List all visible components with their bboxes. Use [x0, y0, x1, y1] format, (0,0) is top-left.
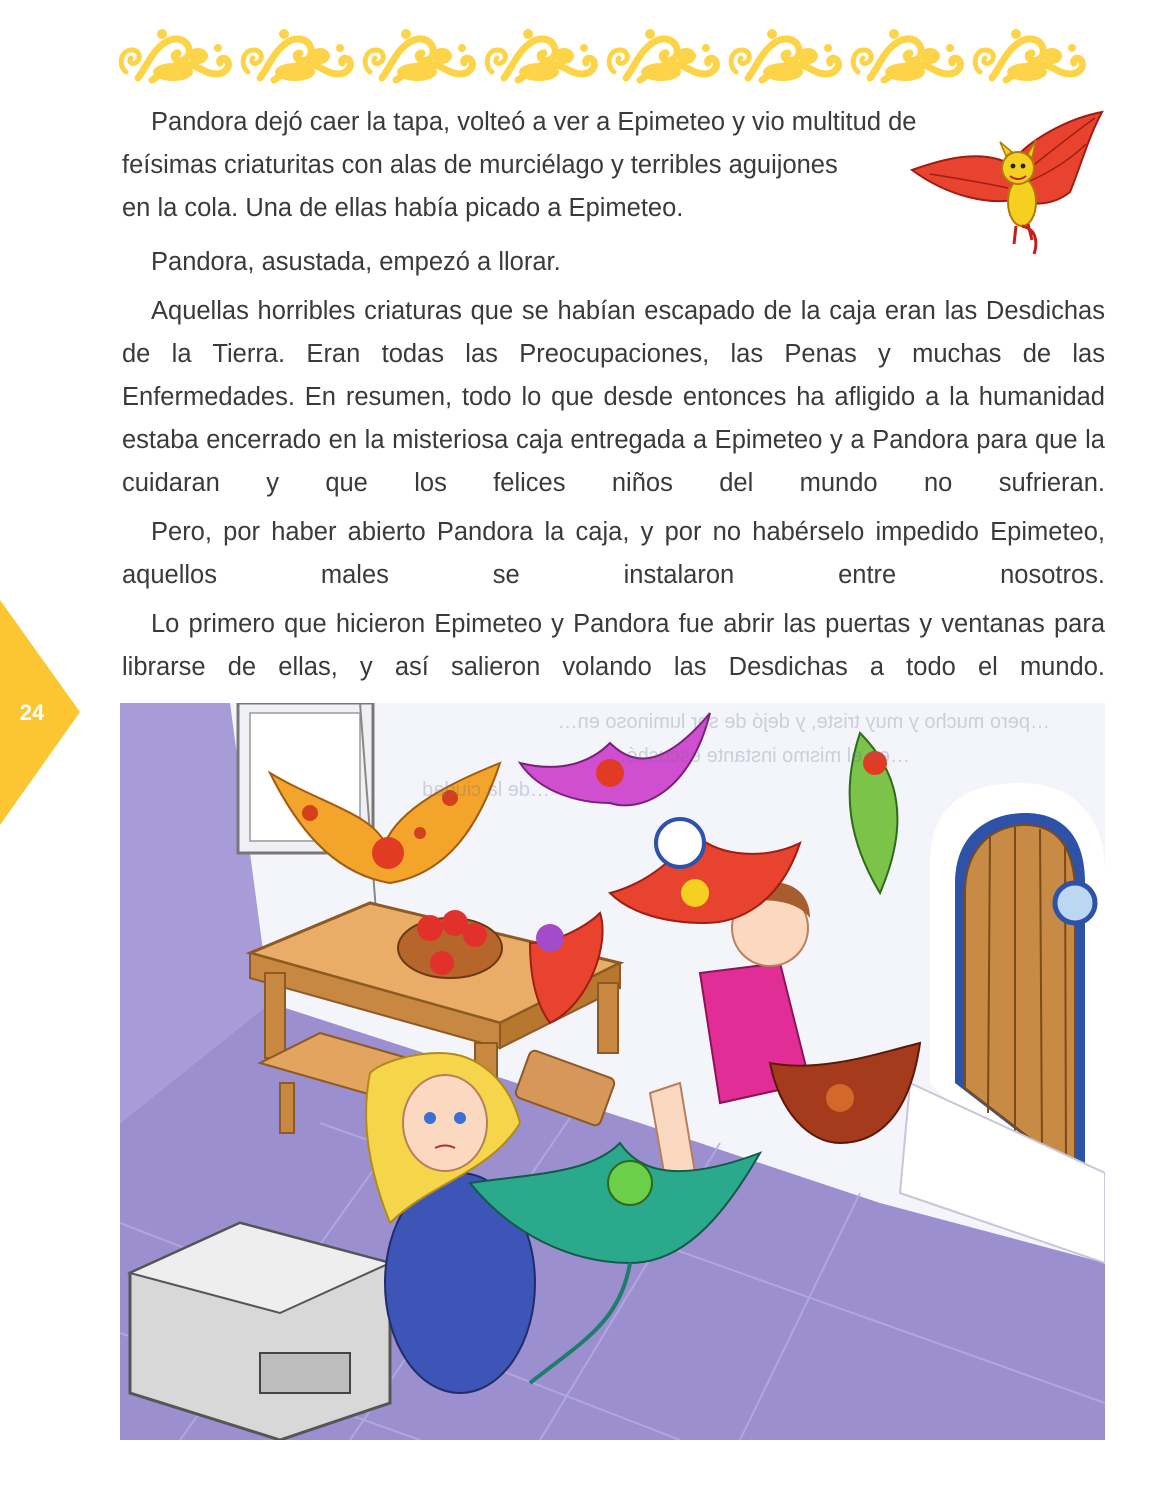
scene-illustration: [120, 703, 1105, 1440]
paragraph-puertas: Lo primero que hicieron Epimeteo y Pandora fue abrir las puertas y ventanas para librarse de ellas, y así salieron volando las Desdichas a todo el mundo.: [122, 610, 1105, 681]
show-through-line-3: …de la ciudad: [422, 779, 550, 801]
body-text: [122, 241, 1105, 689]
intro-line-3: en la cola. Una de ellas había picado a Epimeteo.: [122, 194, 684, 222]
paragraph-desdichas: Aquellas horribles criaturas que se habían escapado de la caja eran las Desdichas de la Tierra. Eran todas las Preocupaciones, las Penas y muchas de las Enfermedades. En resumen, todo lo que desde entonces ha afligido a la humanidad estaba encerrado en la misteriosa caja entregada a Epimeteo y a Pandora para que la cuidaran y que los felices niños del mundo no sufrieran.: [122, 297, 1105, 497]
page-number: 24: [19, 700, 45, 725]
scene-artwork: [120, 703, 1105, 1440]
decorative-scroll-border: [118, 28, 1103, 86]
red-winged-creature-illustration: [910, 108, 1105, 256]
paragraph-crying: Pandora, asustada, empezó a llorar.: [151, 248, 561, 276]
show-through-text: [260, 705, 1050, 807]
intro-line-2: feísimas criaturitas con alas de murciélago y terribles aguijones: [122, 151, 838, 179]
show-through-line-2: …en el mismo instante escuchó…: [606, 745, 910, 767]
intro-line-1: Pandora dejó caer la tapa, volteó a ver a Epimeteo y vio multitud de: [151, 108, 917, 136]
intro-paragraph: [122, 101, 1002, 230]
show-through-line-1: …pero mucho y muy triste, y dejó de ser luminoso en…: [557, 711, 1050, 733]
paragraph-males: Pero, por haber abierto Pandora la caja, y por no habérselo impedido Epimeteo, aquellos males se instalaron entre nosotros.: [122, 518, 1105, 589]
